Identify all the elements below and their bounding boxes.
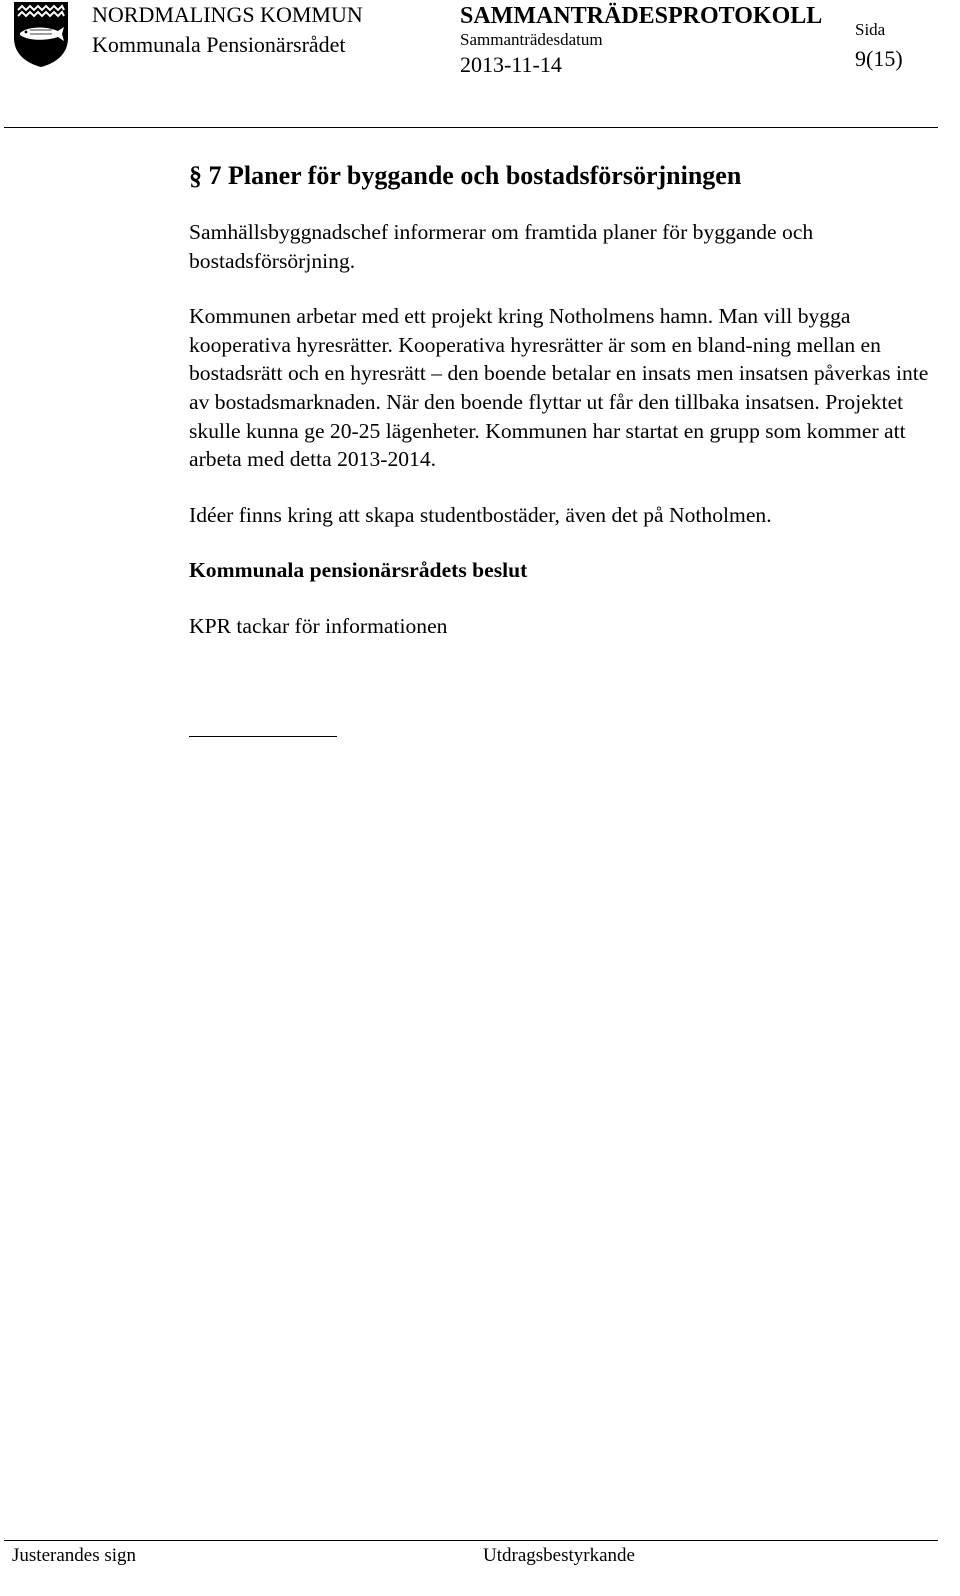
document-body bbox=[189, 160, 929, 668]
certification-label: Utdragsbestyrkande bbox=[483, 1545, 635, 1566]
document-type: SAMMANTRÄDESPROTOKOLL bbox=[460, 3, 823, 29]
section-title: § 7 Planer för byggande och bostadsförsörjningen bbox=[189, 161, 742, 190]
header-divider bbox=[4, 127, 938, 128]
meeting-date-value: 2013-11-14 bbox=[460, 52, 562, 77]
decision-text: KPR tackar för informationen bbox=[189, 613, 448, 638]
section-end-line bbox=[189, 736, 337, 737]
meeting-date-label: Sammanträdesdatum bbox=[460, 30, 603, 49]
organization-unit: Kommunala Pensionärsrådet bbox=[92, 32, 346, 57]
paragraph-student-housing: Idéer finns kring att skapa studentbostäder, även det på Notholmen. bbox=[189, 502, 772, 527]
municipal-coat-of-arms-icon bbox=[12, 0, 70, 68]
decision-heading: Kommunala pensionärsrådets beslut bbox=[189, 558, 528, 583]
organization-name: NORDMALINGS KOMMUN bbox=[92, 2, 363, 27]
signature-label: Justerandes sign bbox=[12, 1545, 137, 1566]
paragraph-intro: Samhällsbyggnadschef informerar om framtida planer för byggande och bostadsförsörjning. bbox=[189, 220, 814, 273]
footer-divider bbox=[4, 1540, 938, 1541]
page-number: 9(15) bbox=[855, 46, 903, 71]
paragraph-project: Kommunen arbetar med ett projekt kring Notholmens hamn. Man vill bygga kooperativa hyresrätter. Kooperativa hyresrätter är som en bland-ning mellan en bostadsrätt och en hyresrätt – den boende betalar en insats men insatsen påverkas inte av bostadsmarknaden. När den boende flyttar ut får den tillbaka insatsen. Projektet skulle kunna ge 20-25 lägenheter. Kommunen har startat en grupp som kommer att arbeta med detta 2013-2014. bbox=[189, 304, 929, 472]
page-label: Sida bbox=[855, 20, 886, 39]
